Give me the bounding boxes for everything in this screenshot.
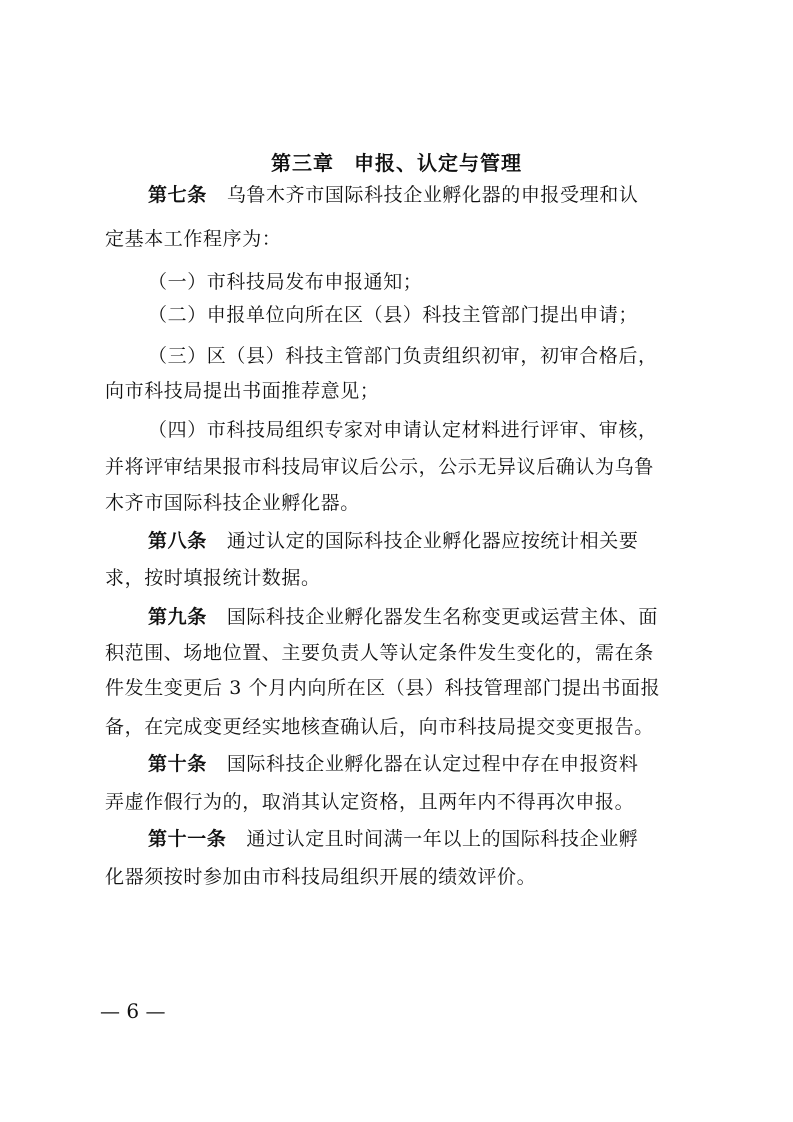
article-9-label: 第九条 [148,606,207,628]
item-3-line-1 [148,343,693,369]
line-text: （三）区（县）科技主管部门负责组织初审，初审合格后， [148,345,658,367]
article-9-line-2 [105,640,690,666]
line-text: 向市科技局提出书面推荐意见； [105,380,380,402]
chapter-heading [0,150,793,176]
line-text: 国际科技企业孵化器发生名称变更或运营主体、面 [226,606,659,628]
article-9-line-4 [105,714,690,740]
line-text: 木齐市国际科技企业孵化器。 [105,492,360,514]
chapter-number: 第三章 [271,151,334,175]
article-8-label: 第八条 [148,530,207,552]
article-9-line-3 [105,675,690,701]
article-7-line-2 [105,226,690,252]
line-text: 并将评审结果报市科技局审议后公示，公示无异议后确认为乌鲁 [105,456,654,478]
item-4-line-1 [148,417,693,443]
item-1 [148,269,693,295]
article-8-line-1 [148,528,693,554]
line-text: 积范围、场地位置、主要负责人等认定条件发生变化的，需在条 [105,642,654,664]
article-10-line-2 [105,789,690,815]
line-text: 弄虚作假行为的，取消其认定资格，且两年内不得再次申报。 [105,791,635,813]
line-text: 通过认定且时间满一年以上的国际科技企业孵 [246,828,639,850]
item-4-line-3 [105,490,690,516]
line-text: （二）申报单位向所在区（县）科技主管部门提出申请； [148,304,639,326]
article-11-label: 第十一条 [148,828,227,850]
article-8-line-2 [105,565,690,591]
line-text: 乌鲁木齐市国际科技企业孵化器的申报受理和认 [226,184,639,206]
chapter-title: 申报、认定与管理 [354,151,522,175]
article-9-line-1 [148,604,693,630]
line-text: 国际科技企业孵化器在认定过程中存在申报资料 [226,753,639,775]
item-4-line-2 [105,454,690,480]
article-10-line-1 [148,751,693,777]
line-text: 通过认定的国际科技企业孵化器应按统计相关要 [226,530,639,552]
article-7-line-1 [148,182,693,208]
article-10-label: 第十条 [148,753,207,775]
article-7-label: 第七条 [148,184,207,206]
line-text: 定基本工作程序为： [105,228,282,250]
line-text: 件发生变更后 3 个月内向所在区（县）科技管理部门提出书面报 [105,677,661,699]
line-text: （四）市科技局组织专家对申请认定材料进行评审、审核， [148,419,658,441]
line-text: 备，在完成变更经实地核查确认后，向市科技局提交变更报告。 [105,716,654,738]
item-3-line-2 [105,378,690,404]
line-text: （一）市科技局发布申报通知； [148,271,423,293]
page-number: — 6 — [100,999,166,1023]
line-text: 求，按时填报统计数据。 [105,567,321,589]
article-11-line-1 [148,826,693,852]
item-2 [148,302,693,328]
article-11-line-2 [105,864,690,890]
line-text: 化器须按时参加由市科技局组织开展的绩效评价。 [105,866,537,888]
